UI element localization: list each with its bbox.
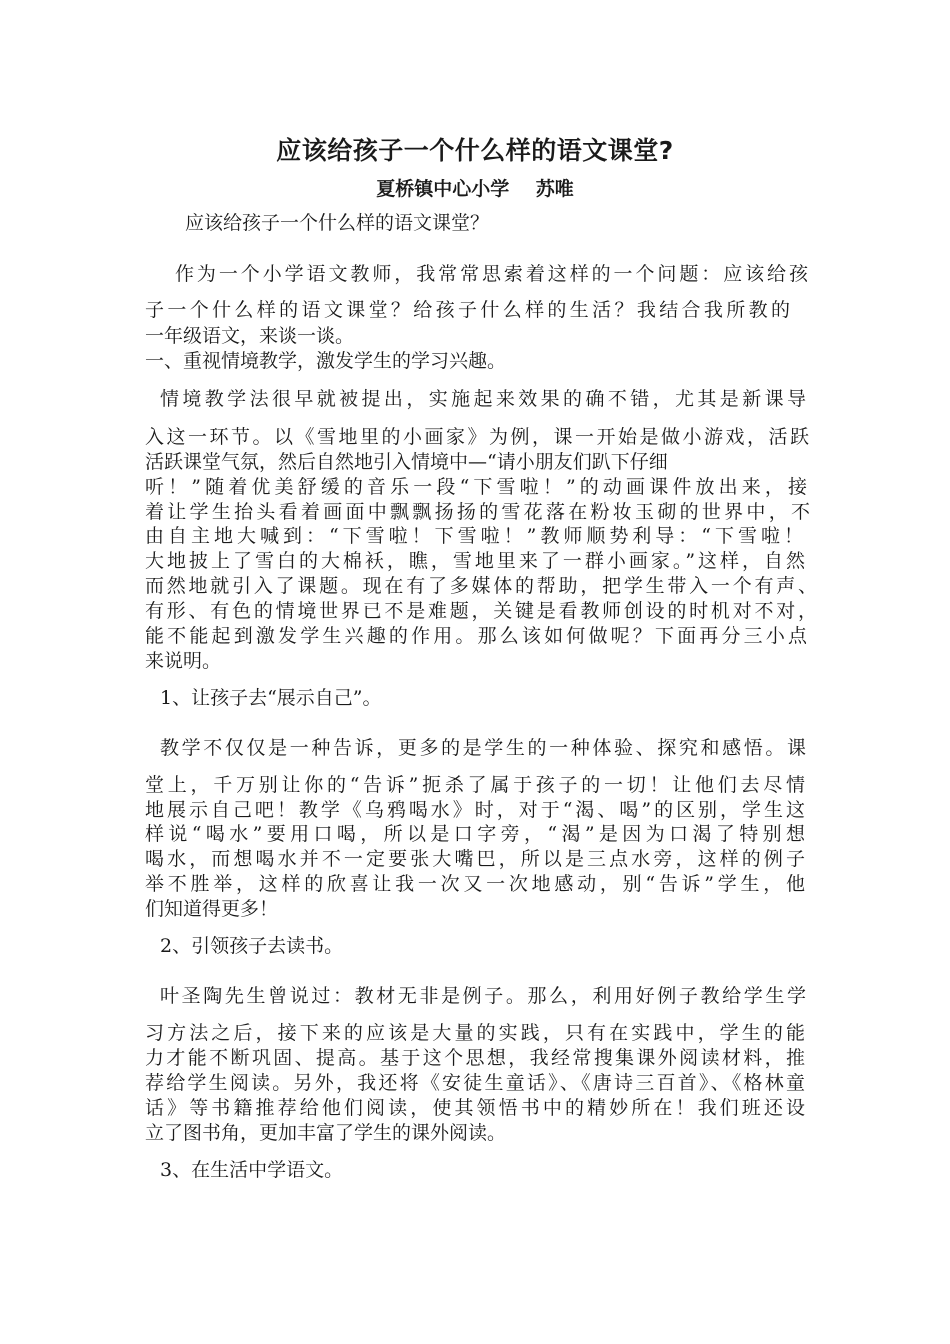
paragraph-line: 喝水，而想喝水并不一定要张大嘴巴，所以是三点水旁，这样的例子: [145, 848, 805, 870]
subtitle: 应该给孩子一个什么样的语文课堂？: [185, 212, 490, 234]
intro-line: 子一个什么样的语文课堂？给孩子什么样的生活？我结合我所教的: [145, 299, 790, 321]
point-heading: 2、引领孩子去读书。: [160, 935, 344, 957]
paragraph-line: 听！”随着优美舒缓的音乐一段“下雪啦！”的动画课件放出来，接: [145, 476, 807, 498]
paragraph-line: 着让学生抬头看着画面中飘飘扬扬的雪花落在粉妆玉砌的世界中，不: [145, 501, 810, 523]
document-title: 应该给孩子一个什么样的语文课堂?: [276, 136, 674, 165]
paragraph-line: 们知道得更多！: [145, 898, 279, 920]
point-heading: 1、让孩子去“展示自己”。: [160, 687, 382, 709]
paragraph-line: 有形、有色的情境世界已不是难题，关键是看教师创设的时机对不对，: [145, 600, 817, 622]
paragraph-line: 入这一环节。以《雪地里的小画家》为例，课一开始是做小游戏，活跃: [145, 426, 809, 448]
paragraph-line: 力才能不断巩固、提高。基于这个思想，我经常搜集课外阅读材料，推: [145, 1047, 805, 1069]
paragraph-line: 叶圣陶先生曾说过：教材无非是例子。那么，利用好例子教给学生学: [160, 985, 806, 1007]
intro-line: 作为一个小学语文教师，我常常思索着这样的一个问题：应该给孩: [175, 263, 808, 285]
paragraph-line: 地展示自己吧！教学《乌鸦喝水》时，对于“渴、喝”的区别，学生这: [145, 799, 805, 821]
paragraph-line: 举不胜举，这样的欣喜让我一次又一次地感动，别“告诉”学生，他: [145, 873, 805, 895]
intro-line: 一年级语文，来谈一谈。: [145, 325, 355, 347]
paragraph-line: 话》等书籍推荐给他们阅读，使其领悟书中的精妙所在！我们班还设: [145, 1097, 805, 1119]
paragraph-line: 荐给学生阅读。另外，我还将《安徒生童话》、《唐诗三百首》、《格林童: [145, 1072, 805, 1094]
paragraph-line: 能不能起到激发学生兴趣的作用。那么该如何做呢？下面再分三小点: [145, 625, 807, 647]
section-heading: 一、重视情境教学，激发学生的学习兴趣。: [145, 350, 507, 372]
paragraph-line: 大地披上了雪白的大棉袄，瞧，雪地里来了一群小画家。”这样，自然: [145, 550, 805, 572]
paragraph-line: 来说明。: [145, 650, 222, 672]
paragraph-line: 教学不仅仅是一种告诉，更多的是学生的一种体验、探究和感悟。课: [160, 737, 806, 759]
paragraph-line: 立了图书角，更加丰富了学生的课外阅读。: [145, 1122, 507, 1144]
paragraph-line: 堂上，千万别让你的“告诉”扼杀了属于孩子的一切！让他们去尽情: [145, 774, 805, 796]
point-heading: 3、在生活中学语文。: [160, 1159, 344, 1181]
author-line: 夏桥镇中心小学 苏唯: [376, 178, 574, 200]
paragraph-line: 样说“喝水”要用口喝，所以是口字旁，“渴”是因为口渴了特别想: [145, 823, 805, 845]
paragraph-line: 习方法之后，接下来的应该是大量的实践，只有在实践中，学生的能: [145, 1022, 805, 1044]
paragraph-line: 情境教学法很早就被提出，实施起来效果的确不错，尤其是新课导: [160, 388, 806, 410]
paragraph-line: 而然地就引入了课题。现在有了多媒体的帮助，把学生带入一个有声、: [145, 575, 817, 597]
paragraph-line: 由自主地大喊到：“下雪啦！下雪啦！”教师顺势利导：“下雪啦！: [145, 525, 803, 547]
paragraph-line: 活跃课堂气氛，然后自然地引入情境中—“请小朋友们趴下仔细: [145, 451, 668, 473]
